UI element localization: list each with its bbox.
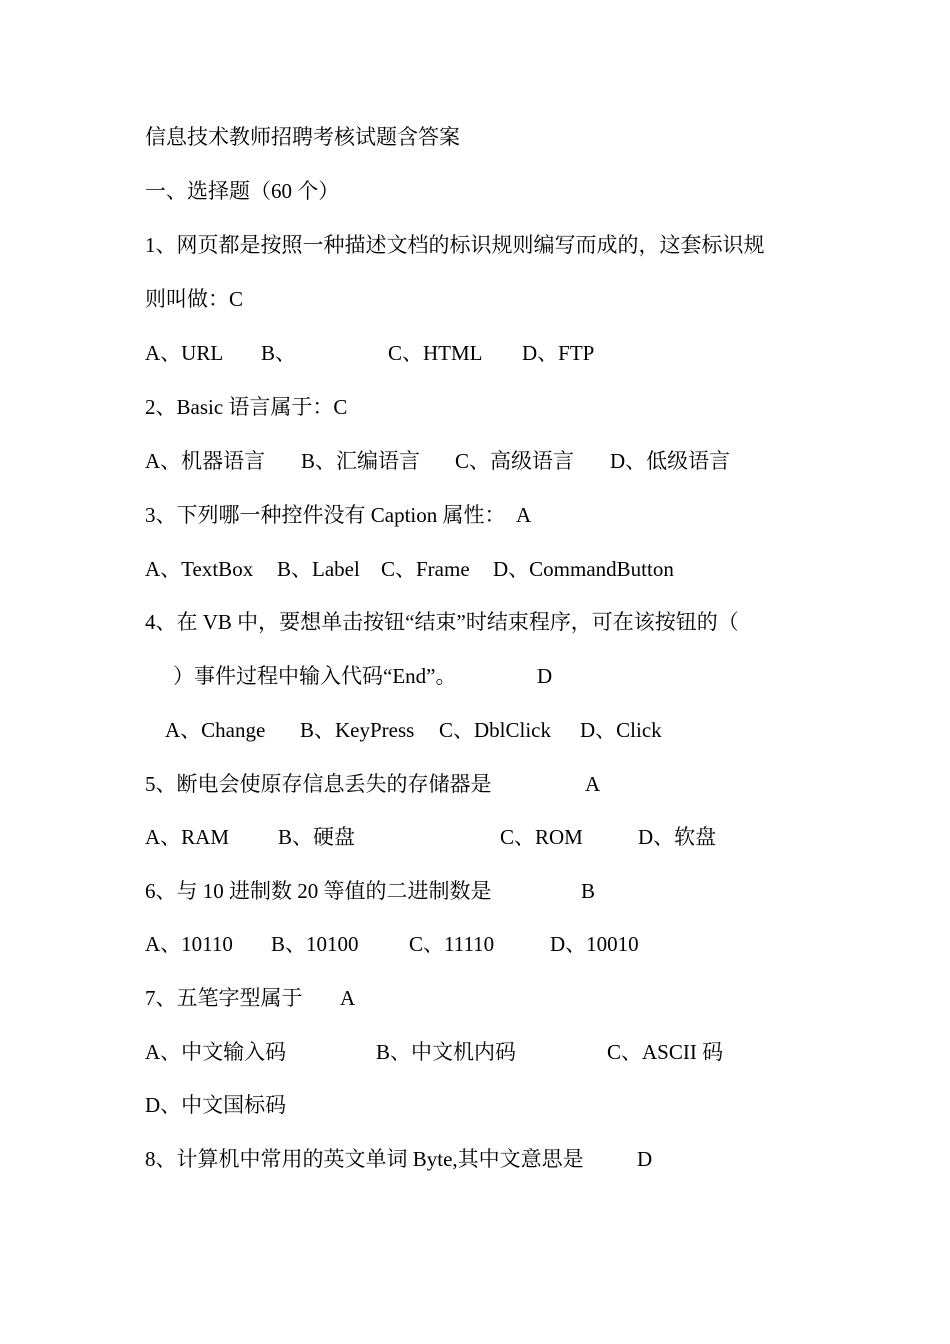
option-a: A、机器语言 (145, 449, 266, 473)
option-d: D、低级语言 (610, 449, 731, 473)
option-c: C、11110 (409, 932, 495, 956)
option-b: B、 (261, 341, 297, 365)
document-title: 信息技术教师招聘考核试题含答案 (145, 125, 460, 149)
option-a: A、TextBox (145, 557, 254, 581)
option-b: B、KeyPress (300, 718, 415, 742)
option-d: D、Click (580, 718, 662, 742)
question-8-stem: 8、计算机中常用的英文单词 Byte,其中文意思是 (145, 1147, 584, 1171)
question-8-answer: D (637, 1147, 653, 1171)
option-c: C、Frame (381, 557, 470, 581)
option-a: A、中文输入码 (145, 1040, 287, 1064)
question-4-stem-line2: ）事件过程中输入代码“End”。 (173, 664, 457, 688)
option-d: D、软盘 (638, 825, 717, 849)
section-heading: 一、选择题（60 个） (145, 179, 340, 203)
question-7-answer: A (340, 986, 356, 1010)
option-a: A、RAM (145, 825, 230, 849)
option-c: C、ROM (500, 825, 583, 849)
option-c: C、DblClick (439, 718, 552, 742)
question-7-stem: 7、五笔字型属于 (145, 986, 303, 1010)
option-a: A、Change (165, 718, 266, 742)
question-3-stem: 3、下列哪一种控件没有 Caption 属性： A (145, 503, 532, 527)
option-b: B、汇编语言 (301, 449, 421, 473)
option-b: B、硬盘 (278, 825, 356, 849)
question-4-stem-line1: 4、在 VB 中，要想单击按钮“结束”时结束程序，可在该按钮的（ (145, 610, 739, 634)
option-d: D、CommandButton (493, 557, 674, 581)
question-1-stem-line1: 1、网页都是按照一种描述文档的标识规则编写而成的，这套标识规 (145, 233, 765, 257)
option-c: C、HTML (388, 341, 483, 365)
question-5-answer: A (585, 772, 601, 796)
question-1-stem-line2: 则叫做：C (145, 287, 244, 311)
question-6-answer: B (581, 879, 596, 903)
question-4-answer: D (537, 664, 553, 688)
option-c: C、ASCII 码 (607, 1040, 724, 1064)
option-a: A、URL (145, 341, 224, 365)
option-b: B、Label (277, 557, 360, 581)
question-5-stem: 5、断电会使原存信息丢失的存储器是 (145, 772, 492, 796)
option-d: D、10010 (550, 932, 639, 956)
question-2-stem: 2、Basic 语言属于：C (145, 395, 348, 419)
option-b: B、10100 (271, 932, 359, 956)
option-d: D、中文国标码 (145, 1093, 287, 1117)
option-c: C、高级语言 (455, 449, 575, 473)
option-a: A、10110 (145, 932, 233, 956)
option-d: D、FTP (522, 341, 595, 365)
question-6-stem: 6、与 10 进制数 20 等值的二进制数是 (145, 879, 492, 903)
option-b: B、中文机内码 (376, 1040, 517, 1064)
